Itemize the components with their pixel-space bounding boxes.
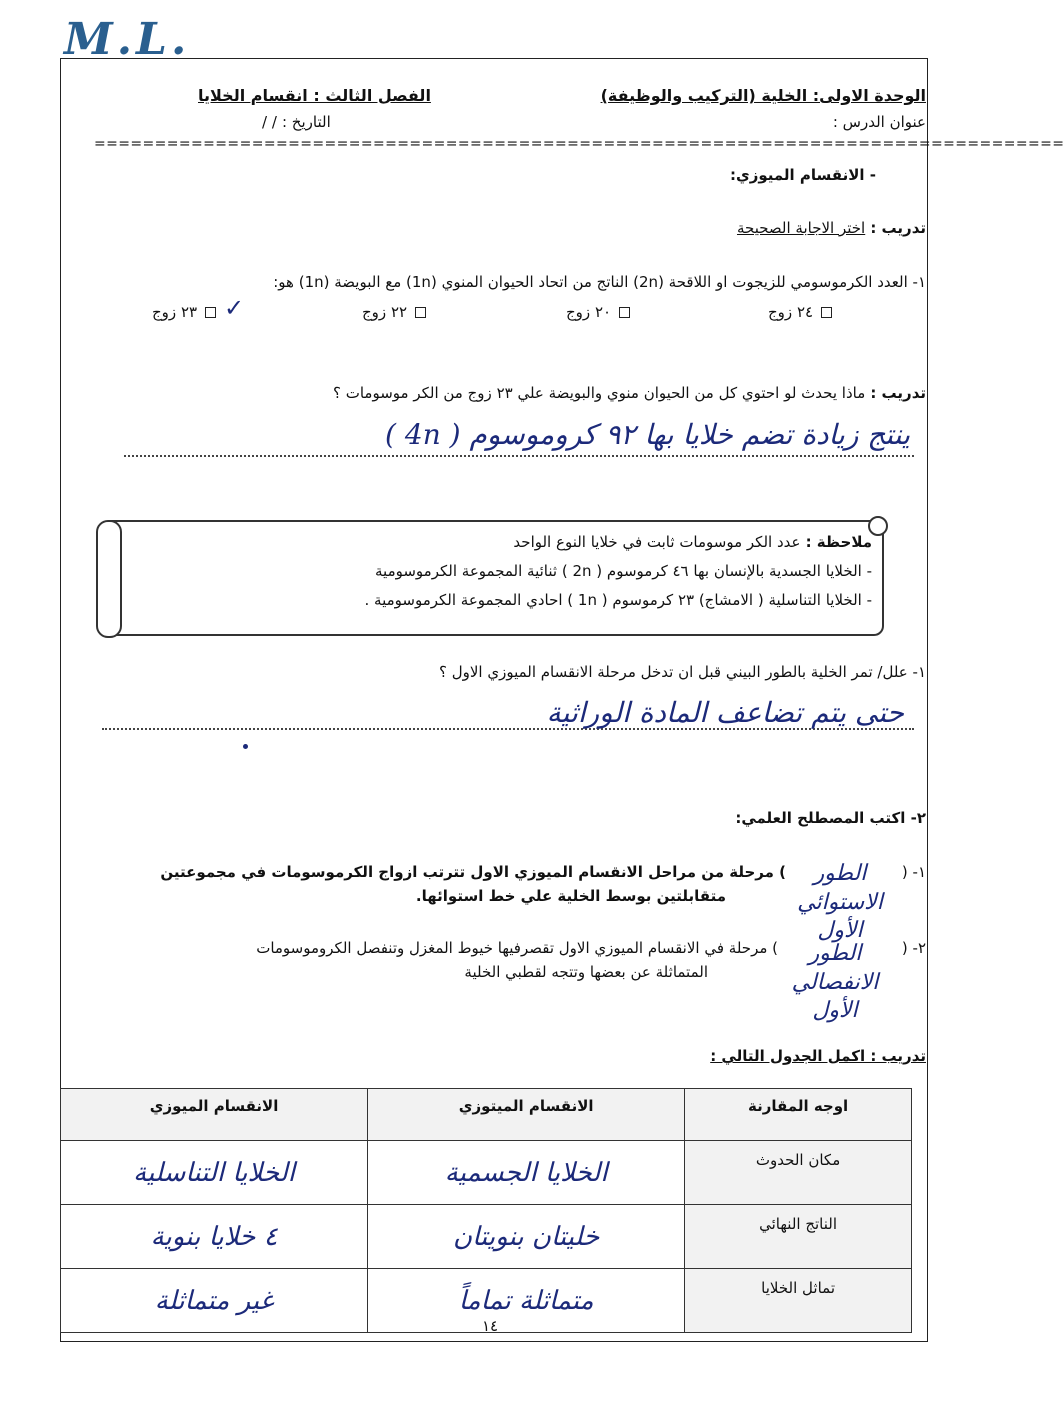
date-value: / / xyxy=(262,113,277,131)
unit-title: الوحدة الاولى: الخلية (التركيب والوظيفة) xyxy=(600,86,926,105)
stray-dot xyxy=(243,744,248,749)
header-meiosis: الانقسام الميوزي xyxy=(61,1089,368,1141)
exercise2-row xyxy=(333,383,926,405)
table-header-row xyxy=(61,1089,912,1141)
note-line1 xyxy=(513,532,872,554)
cell-mitosis: خليتان بنويتان xyxy=(368,1205,685,1269)
page-number: ١٤ xyxy=(482,1317,499,1335)
option-4-checkbox[interactable] xyxy=(205,307,216,318)
section-title: - الانقسام الميوزي: xyxy=(729,166,876,184)
lesson-label: عنوان الدرس : xyxy=(832,113,926,131)
term2-text2: المتماثلة عن بعضها وتتجه لقطبي الخلية xyxy=(464,963,708,981)
why-question: ١- علل/ تمر الخلية بالطور البيني قبل ان تدخل مرحلة الانقسام الميوزي الاول ؟ xyxy=(438,663,926,681)
option-1-label: ٢٤ زوج xyxy=(768,303,814,321)
term1-text2: متقابلتين بوسط الخلية علي خط استوائها. xyxy=(415,887,726,905)
term2-text: ) مرحلة في الانقسام الميوزي الاول تقصرفيها خيوط المغزل وتنفصل الكروموسومات xyxy=(256,939,778,957)
option-3-checkbox[interactable] xyxy=(415,307,426,318)
term1-text: ) مرحلة من مراحل الانقسام الميوزي الاول تترتب ازواج الكرموسومات في مجموعتين xyxy=(160,863,786,881)
exercise1-question: ١- العدد الكرموسومي للزيجوت او اللاقحة (2n) الناتج من اتحاد الحيوان المنوي (1n) مع البويضة (1n) هو: xyxy=(273,273,926,291)
chapter-title: الفصل الثالث : انقسام الخلايا xyxy=(198,86,431,105)
answer-line-1 xyxy=(124,455,914,457)
check-mark-icon: ✓ xyxy=(224,294,245,322)
option-3[interactable] xyxy=(362,302,426,324)
exercise1-label: تدريب : xyxy=(870,219,926,237)
note-line2: - الخلايا الجسدية بالإنسان بها ٤٦ كرموسوم ( 2n ) ثنائية المجموعة الكرموسومية xyxy=(375,562,872,580)
cell-meiosis: ٤ خلايا بنوية xyxy=(61,1205,368,1269)
comparison-table xyxy=(60,1088,912,1333)
cell-mitosis: متماثلة تماماً xyxy=(368,1269,685,1333)
option-4[interactable] xyxy=(152,302,216,324)
exercise1-instruction: اختر الاجابة الصحيحة xyxy=(736,219,866,237)
cell-mitosis: الخلايا الجسمية xyxy=(368,1141,685,1205)
note-line3: - الخلايا التناسلية ( الامشاج) ٢٣ كرموسوم ( 1n ) احادي المجموعة الكرموسومية . xyxy=(364,591,872,609)
option-1-checkbox[interactable] xyxy=(821,307,832,318)
term2-prefix: ٢- ( xyxy=(901,939,926,957)
exercise2-label: تدريب : xyxy=(870,384,926,402)
header-aspect: اوجه المقارنة xyxy=(685,1089,912,1141)
option-4-label: ٢٣ زوج xyxy=(152,303,198,321)
terms-title: ٢- اكتب المصطلح العلمي: xyxy=(735,809,926,827)
row-label: مكان الحدوث xyxy=(685,1141,912,1205)
scroll-roll-icon xyxy=(96,520,122,638)
row-label: تماثل الخلايا xyxy=(685,1269,912,1333)
why-answer: حتى يتم تضاعف المادة الوراثية xyxy=(546,696,904,729)
table-row xyxy=(61,1141,912,1205)
exercise2-question: ماذا يحدث لو احتوي كل من الحيوان منوي والبويضة علي ٢٣ زوج من الكر موسومات ؟ xyxy=(333,384,866,402)
exercise1-header xyxy=(737,218,926,240)
cell-meiosis: غير متماثلة xyxy=(61,1269,368,1333)
note-text1: عدد الكر موسومات ثابت في خلايا النوع الواحد xyxy=(513,533,801,551)
date-row xyxy=(262,112,331,134)
table-row xyxy=(61,1205,912,1269)
option-1[interactable] xyxy=(768,302,832,324)
option-2-label: ٢٠ زوج xyxy=(566,303,612,321)
date-label: التاريخ : xyxy=(281,113,331,131)
term1-answer: الطور الاستوائي الأول xyxy=(797,861,883,944)
term1-prefix: ١- ( xyxy=(901,863,926,881)
note-label: ملاحظة : xyxy=(805,533,872,551)
term2-answer: الطور الانفصالي الأول xyxy=(791,941,879,1024)
header-mitosis: الانقسام الميتوزي xyxy=(368,1089,685,1141)
exercise2-answer: ينتج زيادة تضم خلايا بها ٩٢ كروموسوم ( 4n ) xyxy=(385,418,910,451)
row-label: الناتج النهائي xyxy=(685,1205,912,1269)
separator: ================================================================================ xyxy=(94,136,1064,152)
option-2[interactable] xyxy=(566,302,630,324)
corner-mark: M.L. xyxy=(64,14,191,65)
cell-meiosis: الخلايا التناسلية xyxy=(61,1141,368,1205)
option-2-checkbox[interactable] xyxy=(619,307,630,318)
option-3-label: ٢٢ زوج xyxy=(362,303,408,321)
table-title: تدريب : اكمل الجدول التالي : xyxy=(710,1047,926,1065)
